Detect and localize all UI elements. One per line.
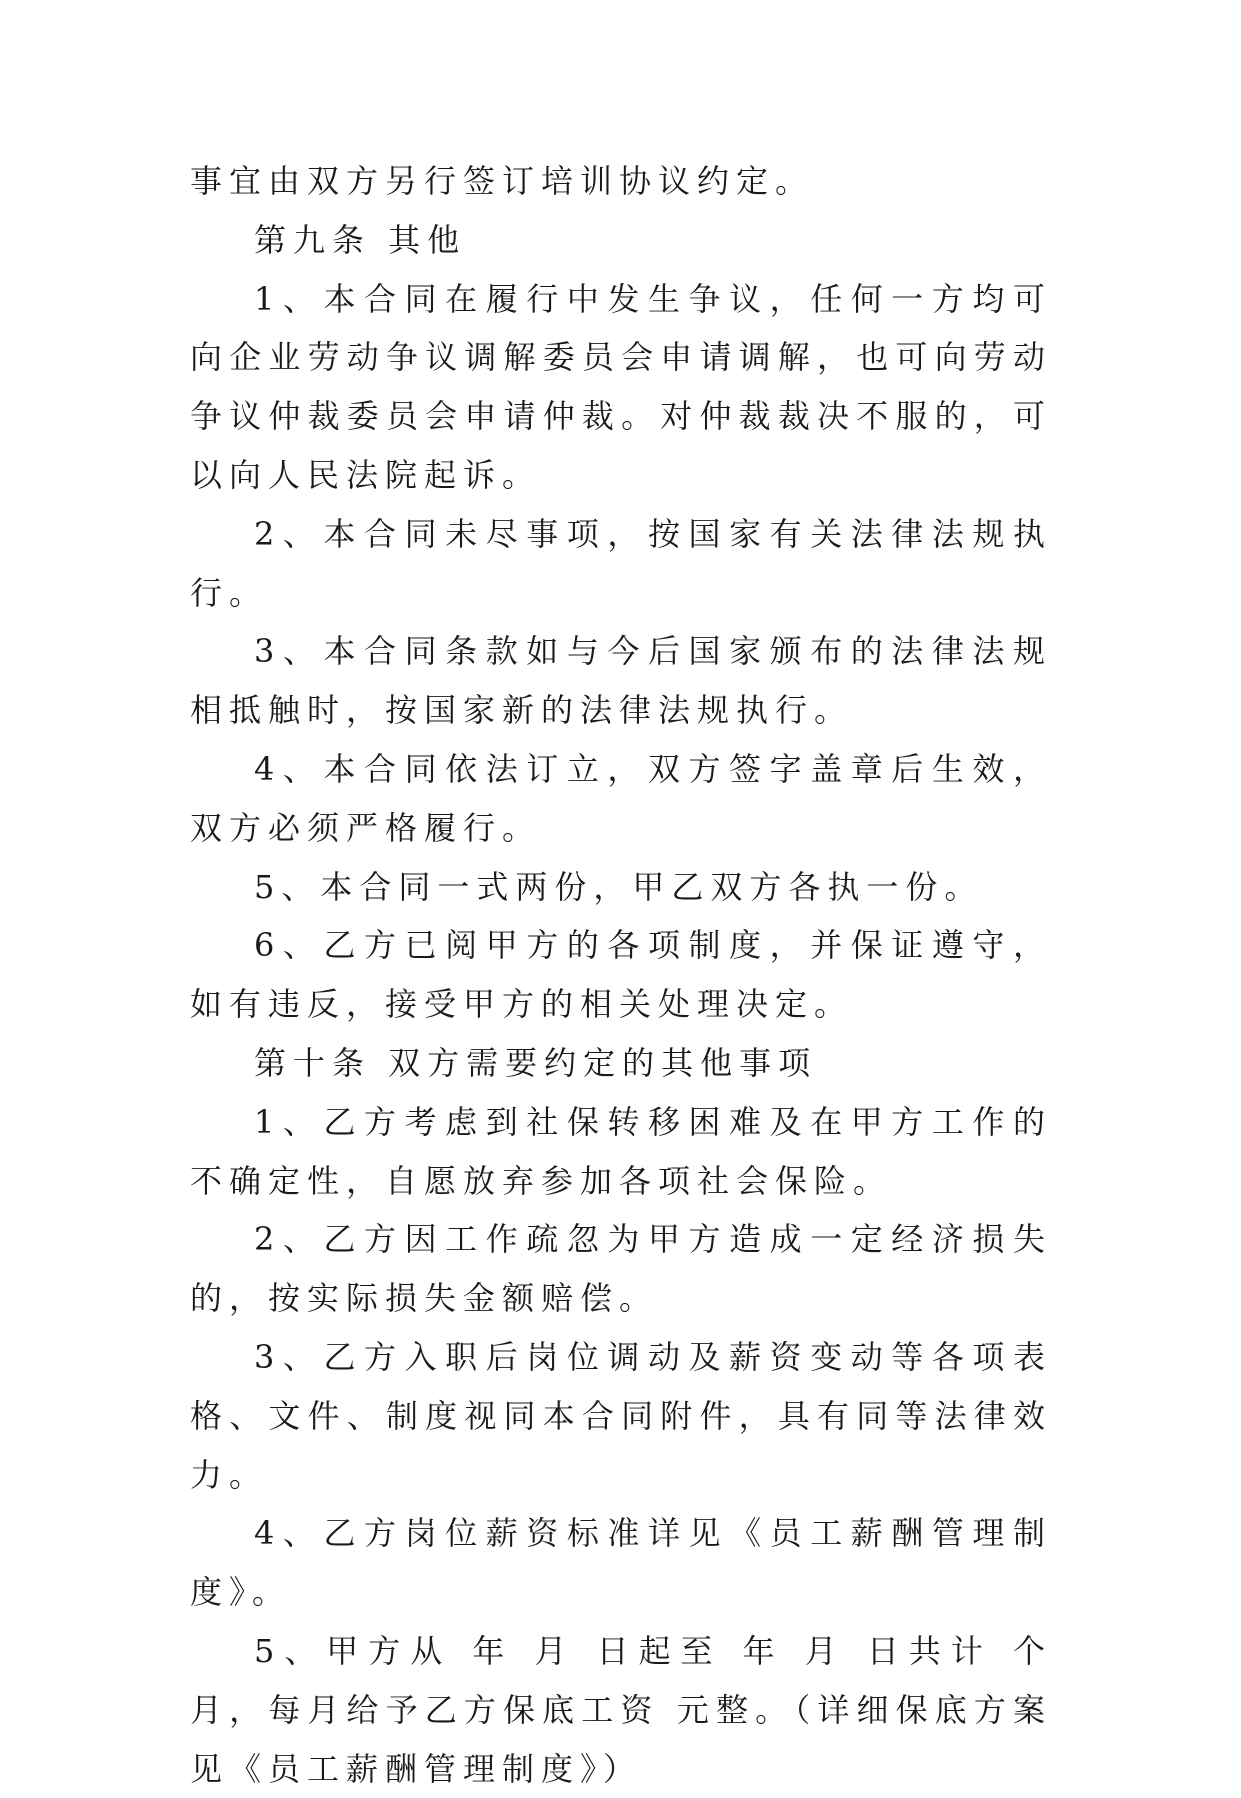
article-9-clause-4: 4、本合同依法订立，双方签字盖章后生效，双方必须严格履行。 bbox=[190, 749, 1052, 847]
article-10-clause-5: 5、甲方从 年 月 日起至 年 月 日共计 个月，每月给予乙方保底工资 元整。（详细保底方案见《员工薪酬管理制度》） bbox=[190, 1631, 1052, 1788]
article-10-heading: 第十条 双方需要约定的其他事项 bbox=[254, 1043, 818, 1082]
article-9-clause-5: 5、本合同一式两份，甲乙双方各执一份。 bbox=[254, 867, 984, 906]
article-10-clause-4: 4、乙方岗位薪资标准详见《员工薪酬管理制度》。 bbox=[190, 1514, 1052, 1612]
paragraph-continuation: 事宜由双方另行签订培训协议约定。 bbox=[190, 162, 815, 200]
document-body bbox=[190, 152, 1052, 1798]
article-9-heading: 第九条 其他 bbox=[254, 220, 467, 259]
article-9-clause-3: 3、本合同条款如与今后国家颁布的法律法规相抵触时，按国家新的法律法规执行。 bbox=[190, 632, 1052, 730]
article-10-clause-1: 1、乙方考虑到社保转移困难及在甲方工作的不确定性，自愿放弃参加各项社会保险。 bbox=[190, 1102, 1052, 1200]
article-9-clause-2: 2、本合同未尽事项，按国家有关法律法规执行。 bbox=[190, 514, 1052, 612]
article-9-clause-6: 6、乙方已阅甲方的各项制度，并保证遵守，如有违反，接受甲方的相关处理决定。 bbox=[190, 926, 1052, 1024]
article-10-clause-2: 2、乙方因工作疏忽为甲方造成一定经济损失的，按实际损失金额赔偿。 bbox=[190, 1220, 1052, 1318]
article-10-clause-3: 3、乙方入职后岗位调动及薪资变动等各项表格、文件、制度视同本合同附件，具有同等法律效 力。 bbox=[190, 1337, 1052, 1494]
article-9-clause-1: 1、本合同在履行中发生争议，任何一方均可向企业劳动争议调解委员会申请调解，也可向劳动争议仲裁委员会申请仲裁。对仲裁裁决不服的，可以向人民法院起诉。 bbox=[190, 279, 1052, 494]
